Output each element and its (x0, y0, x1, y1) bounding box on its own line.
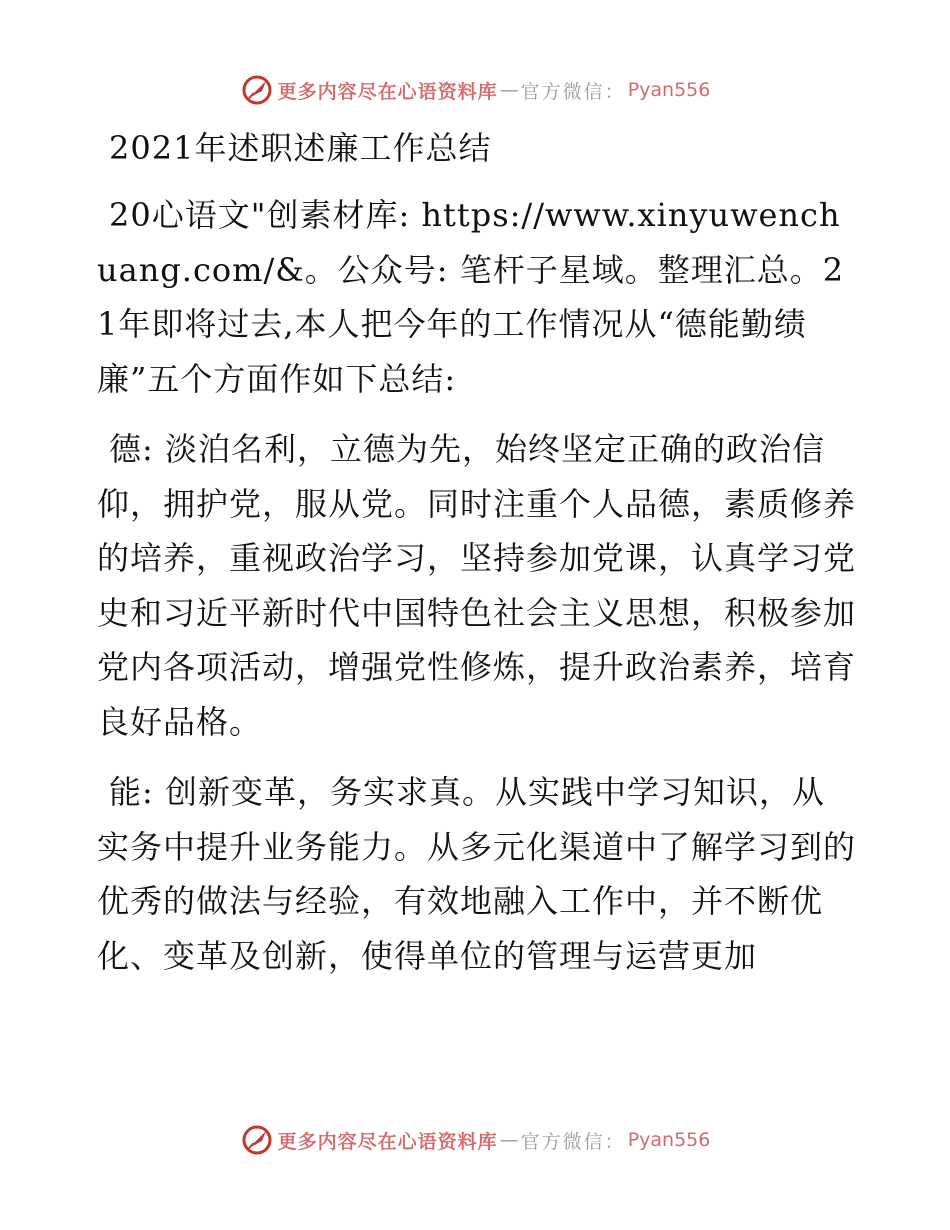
header-watermark (0, 70, 950, 110)
paragraph-de: 德: 淡泊名利，立德为先，始终坚定正确的政治信仰，拥护党，服从党。同时注重个人品德，素质修养的培养，重视政治学习，坚持参加党课，认真学习党史和习近平新时代中国特色社会主义思想，积极参加党内各项活动，增强党性修炼，提升政治素养，培育良好品格。 (97, 430, 857, 741)
quill-logo-icon (240, 1123, 274, 1157)
watermark-wechat-id: Pyan556 (627, 79, 711, 101)
paragraph-neng: 能: 创新变革，务实求真。从实践中学习知识，从实务中提升业务能力。从多元化渠道中了解学习到的优秀的做法与经验，有效地融入工作中，并不断优化、变革及创新，使得单位的管理与运营更加 (97, 773, 857, 975)
document-body (97, 126, 857, 999)
watermark-dash: — (499, 79, 519, 101)
watermark-brand: 更多内容尽在心语资料库 (277, 80, 498, 103)
footer-watermark (0, 1120, 950, 1160)
document-title: 2021年述职述廉工作总结 (109, 129, 492, 167)
watermark-label: 官方微信： (520, 1130, 626, 1153)
watermark-brand: 更多内容尽在心语资料库 (277, 1130, 498, 1153)
quill-logo-icon (240, 73, 274, 107)
paragraph-intro: 20心语文"创素材库: https://www.xinyuwenchuang.com/&。公众号: 笔杆子星域。整理汇总。21年即将过去,本人把今年的工作情况从“德能勤绩廉”五个方面作如下总结: (97, 196, 845, 398)
watermark-wechat-id: Pyan556 (627, 1129, 711, 1151)
watermark-dash: — (499, 1129, 519, 1151)
watermark-label: 官方微信： (520, 80, 626, 103)
